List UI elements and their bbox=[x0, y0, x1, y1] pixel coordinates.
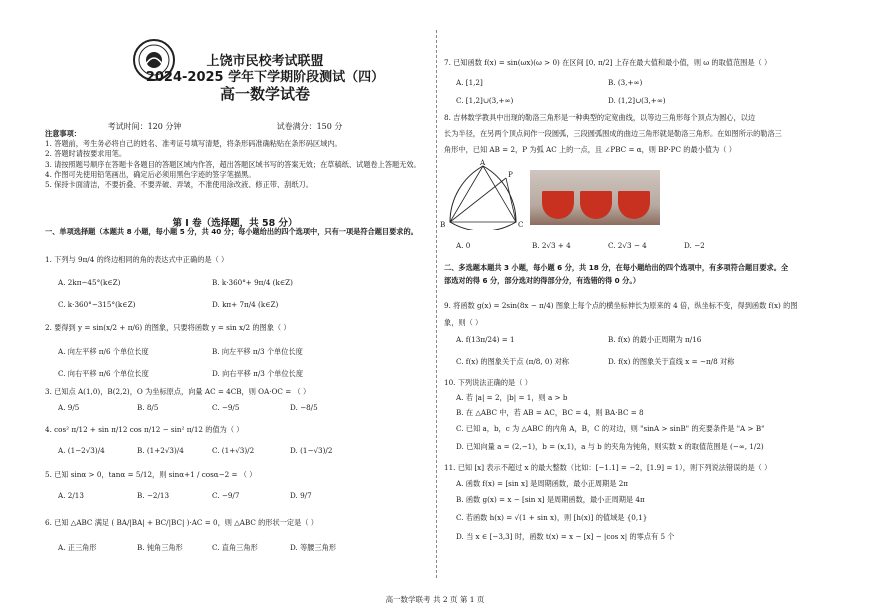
question-option: B. −2/13 bbox=[137, 491, 170, 500]
question-stem: 3. 已知点 A(1,0)，B(2,2)，O 为坐标原点，向量 AC = 4CB，则 OA·OC = （ ） bbox=[45, 387, 311, 396]
column-divider bbox=[436, 30, 437, 578]
bowl-shape bbox=[618, 191, 650, 219]
question-option: B. k·360°+ 9π/4 (k∈Z) bbox=[212, 278, 293, 287]
question-option: B. 2√3 + 4 bbox=[532, 241, 571, 250]
question-stem: 10. 下列说法正确的是（ ） bbox=[444, 378, 532, 387]
question-option: C. 已知 a，b，c 为 △ABC 的内角 A，B，C 的对边，则 "sinA > sinB" 的充要条件是 "A > B" bbox=[456, 424, 765, 433]
question-option: D. kπ+ 7π/4 (k∈Z) bbox=[212, 300, 279, 309]
question-option: B. 8/5 bbox=[137, 403, 159, 412]
note-item: 1. 答题前，考生务必将自己的姓名、准考证号填写清楚，将条形码准确粘贴在条形码区域内。 bbox=[45, 139, 342, 149]
note-item: 2. 答题时请按要求用笔。 bbox=[45, 149, 127, 159]
question-option: D. 等腰三角形 bbox=[290, 543, 337, 552]
question-stem: 2. 要得到 y = sin(x/2 + π/6) 的图象，只要将函数 y = sin x/2 的图象（ ） bbox=[45, 323, 291, 332]
exam-org-title: 上饶市民校考试联盟 bbox=[206, 54, 324, 69]
notes-heading: 注意事项： bbox=[45, 129, 81, 138]
question-option: C. 若函数 h(x) = √(1 + sin x)，则 [h(x)] 的值域是 {0,1} bbox=[456, 513, 648, 522]
question-option: B. 函数 g(x) = x − [sin x] 是周期函数，最小正周期是 4π bbox=[456, 495, 645, 504]
question-stem: 1. 下列与 9π/4 的终边相同的角的表达式中正确的是（ ） bbox=[45, 255, 229, 264]
question-stem-line: 长为半径，在另两个顶点间作一段圆弧，三段圆弧围成的曲边三角形就是勒洛三角形。在如图所示的勒洛三 bbox=[444, 129, 782, 138]
question-stem: 7. 已知函数 f(x) = sin(ωx)(ω > 0) 在区间 [0, π/2] 上存在最大值和最小值，则 ω 的取值范围是（ ） bbox=[444, 58, 772, 67]
question-option: C. f(x) 的图象关于点 (π/8, 0) 对称 bbox=[456, 357, 569, 366]
question-option: D. f(x) 的图象关于直线 x = −π/8 对称 bbox=[608, 357, 735, 366]
question-stem: 8. 吉林数学教具中出现的勒洛三角形是一种典型的定宽曲线，以等边三角形每个顶点为圆心，以边 bbox=[444, 113, 756, 122]
exam-term-title: 2024-2025 学年下学期阶段测试（四） bbox=[145, 70, 385, 85]
question-option: C. (1+√3)/2 bbox=[212, 446, 255, 455]
question-stem: 4. cos² π/12 + sin π/12 cos π/12 − sin² π/12 的值为（ ） bbox=[45, 425, 244, 434]
note-item: 3. 请按照题号顺序在答题卡各题目的答题区域内作答，超出答题区域书写的答案无效；在草稿纸、试题卷上答题无效。 bbox=[45, 159, 421, 169]
figure-label-c: C bbox=[518, 220, 524, 229]
section-two-desc-line: 部选对的得 6 分，部分选对的得部分分，有选错的得 0 分。） bbox=[444, 276, 641, 285]
question-stem-line: 角形中，已知 AB = 2，P 为弧 AC 上的一点，且 ∠PBC = α，则 BP·PC 的最小值为（ ） bbox=[444, 145, 736, 154]
note-item: 4. 作图可先使用铅笔画出，确定后必须用黑色字迹的签字笔描黑。 bbox=[45, 169, 256, 179]
question-option: A. 0 bbox=[456, 241, 471, 250]
question-option: A. f(13π/24) = 1 bbox=[456, 335, 515, 344]
question-option: C. −9/7 bbox=[212, 491, 240, 500]
exam-time: 考试时间：120 分钟 bbox=[107, 122, 182, 131]
question-option: C. 2√3 − 4 bbox=[608, 241, 647, 250]
question-option: A. 正三角形 bbox=[58, 543, 97, 552]
question-option: B. (3,+∞) bbox=[608, 78, 643, 87]
question-option: D. 当 x ∈ [−3,3] 时，函数 t(x) = x − [x] − |cos x| 的零点有 5 个 bbox=[456, 532, 675, 541]
question-option: C. 向右平移 π/6 个单位长度 bbox=[58, 369, 149, 378]
section-one-title: 第 I 卷（选择题，共 58 分） bbox=[172, 218, 298, 229]
question-stem-line: 象，则（ ） bbox=[444, 318, 483, 327]
question-option: A. 若 |a| = 2，|b| = 1，则 a > b bbox=[456, 393, 568, 402]
question-option: C. k·360°−315°(k∈Z) bbox=[58, 300, 136, 309]
question-option: A. 函数 f(x) = [sin x] 是周期函数，最小正周期是 2π bbox=[456, 479, 629, 488]
question-option: D. (1,2]∪(3,+∞) bbox=[608, 96, 666, 105]
question-option: A. 9/5 bbox=[58, 403, 80, 412]
question-option: D. −2 bbox=[684, 241, 705, 250]
question-option: C. −9/5 bbox=[212, 403, 240, 412]
question-stem: 5. 已知 sinα > 0，tanα = 5/12，则 sinα+1 / cosα−2 = （ ） bbox=[45, 470, 257, 479]
question-option: A. [1,2] bbox=[456, 78, 483, 87]
reuleaux-bowls-photo bbox=[530, 170, 660, 225]
question-option: D. −8/5 bbox=[290, 403, 318, 412]
question-option: D. 9/7 bbox=[290, 491, 312, 500]
question-option: A. 2/13 bbox=[58, 491, 84, 500]
figure-label-b: B bbox=[440, 220, 446, 229]
figure-label-a: A bbox=[480, 158, 486, 167]
section-two-desc: 二、多选题本题共 3 小题，每小题 6 分，共 18 分，在每小题给出的四个选项中，有多项符合题目要求。全 bbox=[444, 263, 789, 272]
question-option: D. 向右平移 π/3 个单位长度 bbox=[212, 369, 304, 378]
question-option: D. (1−√3)/2 bbox=[290, 446, 333, 455]
question-option: B. 在 △ABC 中，若 AB = AC，BC = 4，则 BA·BC = 8 bbox=[456, 408, 644, 417]
exam-subject-title: 高一数学试卷 bbox=[219, 85, 310, 103]
bowl-shape bbox=[542, 191, 574, 219]
question-option: C. 直角三角形 bbox=[212, 543, 258, 552]
exam-notes bbox=[45, 129, 425, 190]
bowl-shape bbox=[580, 191, 612, 219]
question-option: B. f(x) 的最小正周期为 π/16 bbox=[608, 335, 702, 344]
question-stem: 9. 将函数 g(x) = 2sin(8x − π/4) 图象上每个点的横坐标伸长为原来的 4 倍，纵坐标不变，得到函数 f(x) 的图 bbox=[444, 301, 798, 310]
figure-label-p: P bbox=[508, 170, 513, 179]
question-option: A. 2kπ−45°(k∈Z) bbox=[58, 278, 121, 287]
question-option: A. 向左平移 π/6 个单位长度 bbox=[58, 347, 149, 356]
section-one-desc: 一、单项选择题（本题共 8 小题，每小题 5 分，共 40 分；每小题给出的四个选项中，只有一项是符合题目要求的。 bbox=[45, 227, 418, 236]
note-item: 5. 保持卡面清洁，不要折叠、不要弄破、弄皱，不准使用涂改液、修正带、刮纸刀。 bbox=[45, 180, 313, 190]
question-option: D. 已知向量 a = (2,−1)，b = (x,1)，a 与 b 的夹角为钝角，则实数 x 的取值范围是 (−∞, 1/2) bbox=[456, 442, 764, 451]
page-footer: 高一数学联考 共 2 页 第 1 页 bbox=[385, 595, 485, 604]
question-option: B. 钝角三角形 bbox=[137, 543, 183, 552]
question-stem: 11. 已知 [x] 表示不超过 x 的最大整数（比如：[−1.1] = −2，[1.9] = 1），则下列说法错误的是（ ） bbox=[444, 463, 772, 472]
question-stem: 6. 已知 △ABC 满足 ( BA/|BA| + BC/|BC| )·AC = 0，则 △ABC 的形状一定是（ ） bbox=[45, 518, 318, 527]
question-option: B. 向左平移 π/3 个单位长度 bbox=[212, 347, 303, 356]
question-option: B. (1+2√3)/4 bbox=[137, 446, 184, 455]
question-option: C. [1,2]∪(3,+∞) bbox=[456, 96, 514, 105]
question-option: A. (1−2√3)/4 bbox=[58, 446, 105, 455]
exam-score: 试卷满分：150 分 bbox=[276, 122, 343, 131]
